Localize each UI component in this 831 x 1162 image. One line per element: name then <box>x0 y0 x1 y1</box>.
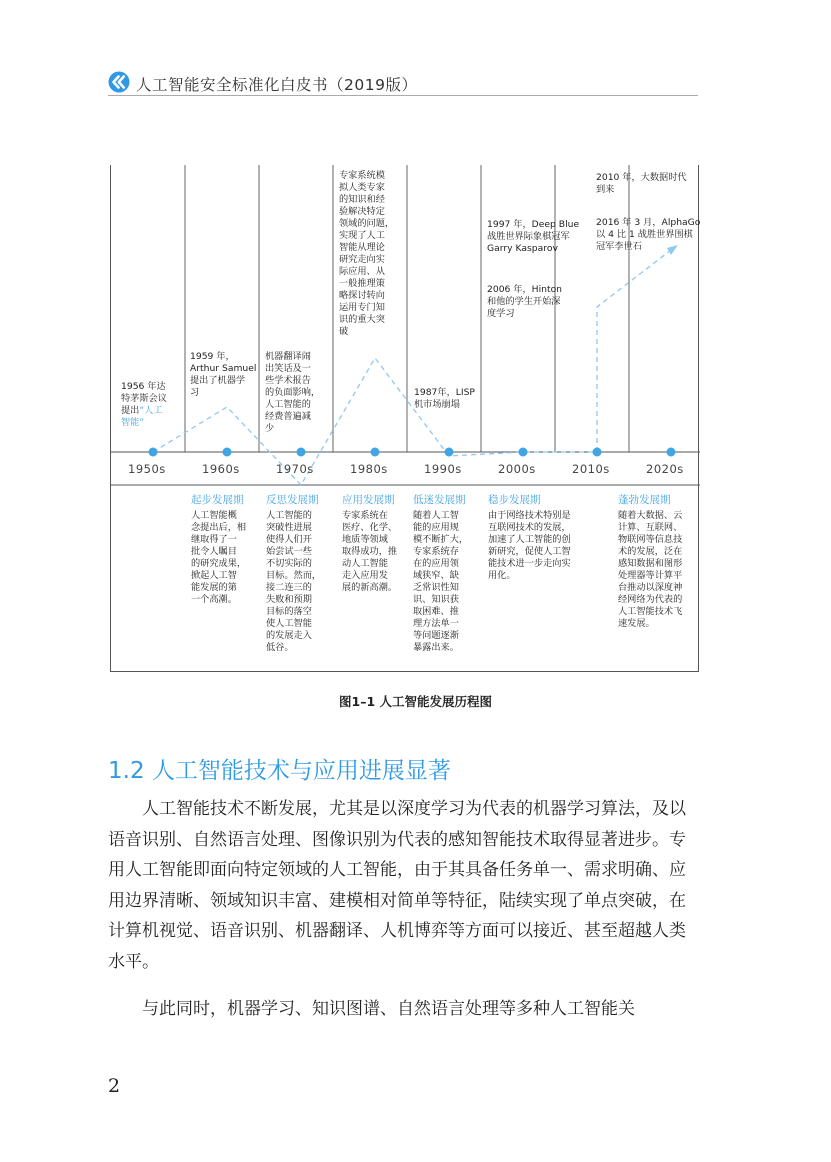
page-number: 2 <box>108 1075 121 1097</box>
dot-1980s <box>371 448 380 457</box>
event-2016: 2016 年 3 月，AlphaGo 以 4 比 1 战胜世界围棋 冠军李世石 <box>596 217 701 252</box>
double-chevron-left-icon <box>108 71 130 93</box>
event-1997: 1997 年，Deep Blue 战胜世界际象棋冠军 Garry Kasparov <box>487 219 580 254</box>
dot-2020s <box>667 448 676 457</box>
highlight-ai-term: “人工 <box>139 405 163 416</box>
decade-label: 1960s <box>202 462 240 476</box>
period-desc-downturn: 随着人工智 能的应用规 模不断扩大， 专家系统存 在的应用领 域狭窄、缺 乏常识性知 识、知识获 取困难、推 理方法单一 等问题逐渐 暴露出来。 <box>413 510 469 653</box>
period-title-booming: 蓬勃发展期 <box>618 494 671 506</box>
period-desc-steady: 由于网络技术特别是 互联网技术的发展， 加速了人工智能的创 新研究，促使人工智 能技术进一步走向实 用化。 <box>488 510 571 581</box>
header-divider <box>108 95 698 96</box>
event-1956: 1956 年达 特茅斯会议 提出“人工 智能” <box>121 381 167 428</box>
period-desc-startup: 人工智能概 念提出后，相 继取得了一 批令人瞩目 的研究成果， 掀起人工智 能发展的第 一个高潮。 <box>191 510 247 605</box>
event-1959: 1959 年， Arthur Samuel 提出了机器学 习 <box>190 351 257 398</box>
event-2006: 2006 年，Hinton 和他的学生开始深 度学习 <box>487 284 563 319</box>
figure-caption: 图1–1 人工智能发展历程图 <box>339 694 492 709</box>
decade-label: 1980s <box>350 462 388 476</box>
period-desc-application: 专家系统在 医疗、化学、 地质等领域 取得成功，推 动人工智能 走入应用发 展的新高潮。 <box>342 510 398 593</box>
period-title-downturn: 低迷发展期 <box>413 494 466 506</box>
event-1980s: 专家系统模 拟人类专家 的知识和经 验解决特定 领域的问题， 实现了人工 智能从理论 研究走向实 际应用、从 一般推理策 略探讨转向 运用专门知 识的重大突 破 <box>339 170 395 337</box>
timeline-figure <box>110 165 699 672</box>
dot-1950s <box>149 448 158 457</box>
body-paragraph: 人工智能技术不断发展，尤其是以深度学习为代表的机器学习算法，及以语音识别、自然语言处理、图像识别为代表的感知智能技术取得显著进步。专用人工智能即面向特定领域的人工智能，由于其具备任务单一、需求明确、应用边界清晰、领域知识丰富、建模相对简单等特征，陆续实现了单点突破，在计算机视觉、语音识别、机器翻译、人机博弈等方面可以接近、甚至超越人类水平。 <box>108 799 686 972</box>
event-1970s: 机器翻译闹 出笑话及一 些学术报告 的负面影响， 人工智能的 经费普遍减 少 <box>265 351 321 434</box>
dot-1970s <box>297 448 306 457</box>
period-title-reflection: 反思发展期 <box>266 494 319 506</box>
dot-1990s <box>445 448 454 457</box>
dot-2000s <box>519 448 528 457</box>
decade-label: 1970s <box>276 462 314 476</box>
section-title: 1.2 人工智能技术与应用进展显著 <box>108 758 451 784</box>
decade-label: 1990s <box>424 462 462 476</box>
event-1987: 1987年，LISP 机市场崩塌 <box>414 387 475 410</box>
dot-2010s <box>593 448 602 457</box>
decade-label: 2020s <box>646 462 684 476</box>
dot-1960s <box>223 448 232 457</box>
period-desc-reflection: 人工智能的 突破性进展 使得人们开 始尝试一些 不切实际的 目标。然而， 接二连三的 失败和预期 目标的落空 使人工智能 的发展走入 低谷。 <box>266 510 322 653</box>
decade-label: 2010s <box>572 462 610 476</box>
period-title-application: 应用发展期 <box>342 494 395 506</box>
period-title-steady: 稳步发展期 <box>488 494 541 506</box>
period-desc-booming: 随着大数据、云 计算、互联网、 物联网等信息技 术的发展，泛在 感知数据和图形 处理器等计算平 台推动以深度神 经网络为代表的 人工智能技术飞 速发展。 <box>618 510 683 629</box>
header-title: 人工智能安全标准化白皮书（2019版） <box>136 76 418 94</box>
body-paragraph: 与此同时，机器学习、知识图谱、自然语言处理等多种人工智能关 <box>142 999 635 1019</box>
period-title-startup: 起步发展期 <box>191 494 244 506</box>
decade-label: 1950s <box>128 462 166 476</box>
decade-label: 2000s <box>498 462 536 476</box>
column-dividers <box>185 165 629 452</box>
event-2010: 2010 年，大数据时代 到来 <box>596 172 687 195</box>
